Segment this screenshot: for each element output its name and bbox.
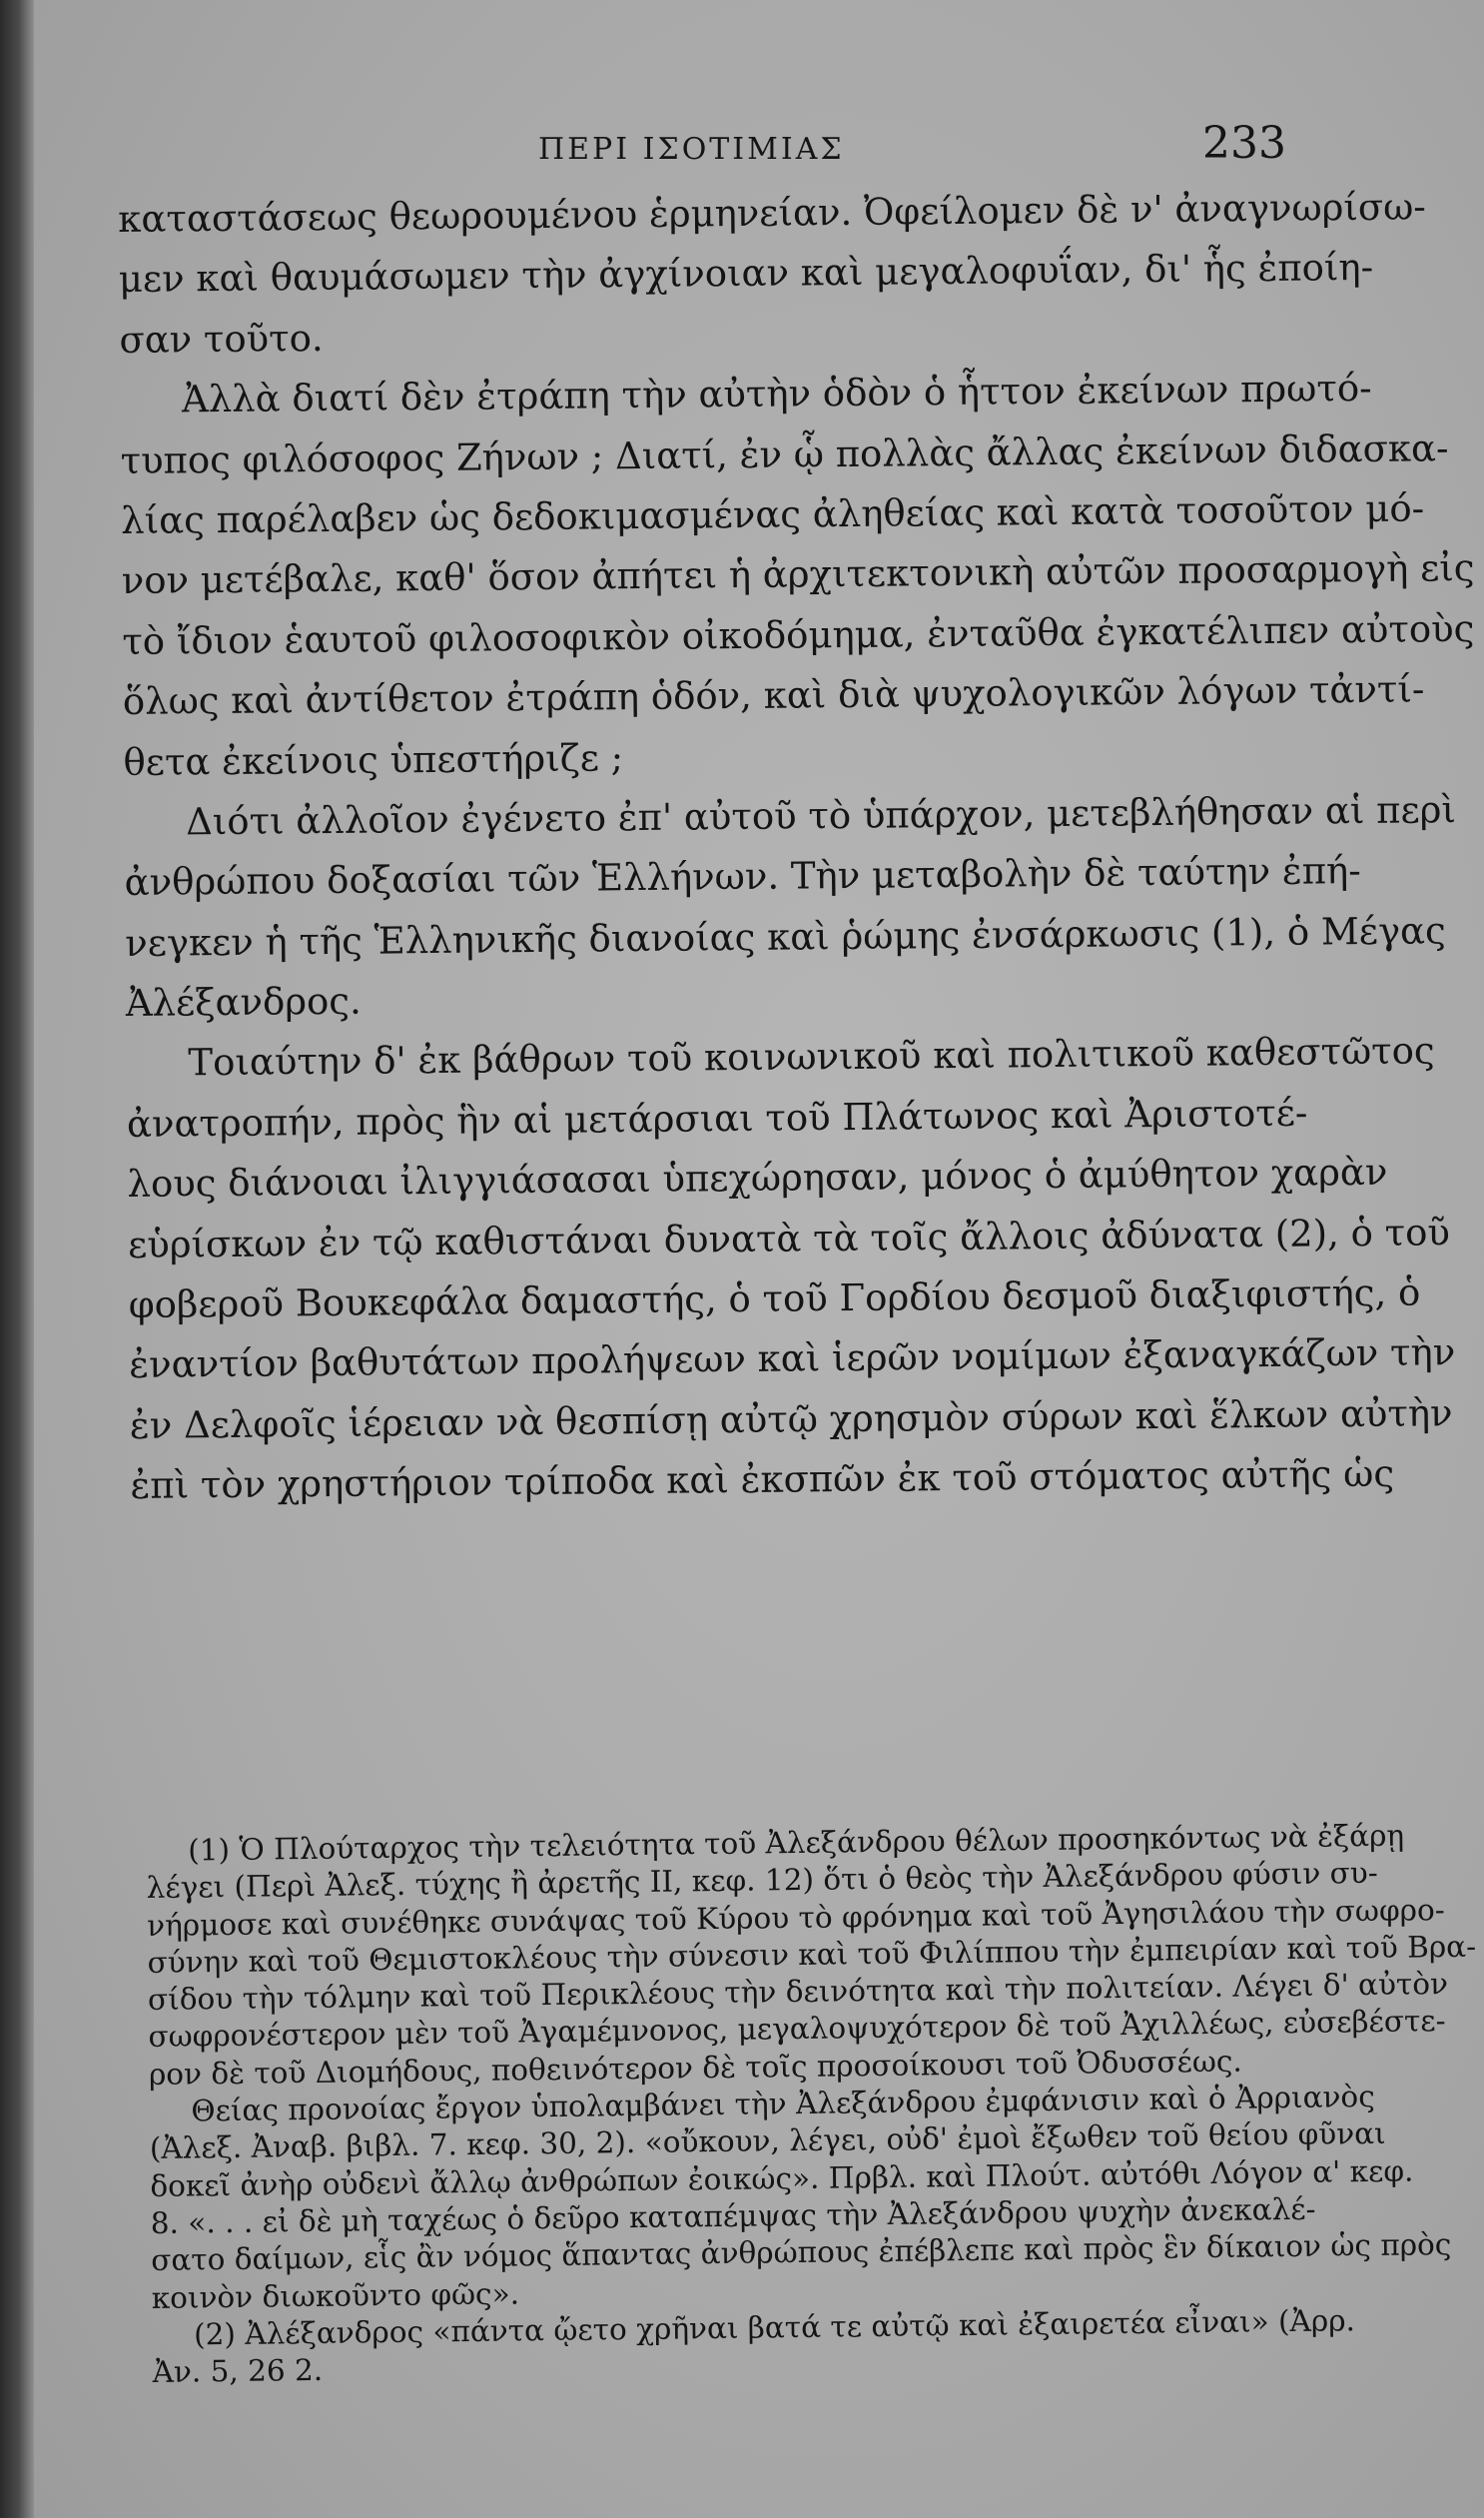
- body-line: νον μετέβαλε, καθ' ὅσον ἀπήτει ἡ ἀρχιτεκτονικὴ αὐτῶν προσαρμογὴ εἰς: [121, 546, 1475, 603]
- footnote-line: 8. «. . . εἰ δὲ μὴ ταχέως ὁ δεῦρο καταπέμψας τὴν Ἀλεξάνδρου ψυχὴν ἀνεκαλέ-: [150, 2191, 1316, 2240]
- body-line: Τοιαύτην δ' ἐκ βάθρων τοῦ κοινωνικοῦ καὶ πολιτικοῦ καθεστῶτος: [188, 1029, 1435, 1085]
- body-line: Διότι ἀλλοῖον ἐγένετο ἐπ' αὐτοῦ τὸ ὑπάρχον, μετεβλήθησαν αἱ περὶ: [185, 788, 1457, 844]
- body-line: ἐναντίον βαθυτάτων προλήψεων καὶ ἱερῶν νομίμων ἐξαναγκάζων τὴν: [129, 1330, 1456, 1387]
- body-line: ἀνατροπήν, πρὸς ἣν αἱ μετάρσιαι τοῦ Πλάτωνος καὶ Ἀριστοτέ-: [126, 1091, 1308, 1146]
- body-line: ἐπὶ τὸν χρηστήριον τρίποδα καὶ ἐκσπῶν ἐκ τοῦ στόματος αὐτῆς ὡς: [130, 1451, 1395, 1508]
- book-page: [34, 0, 1484, 2518]
- body-line: ἀνθρώπου δοξασίαι τῶν Ἑλλήνων. Τὴν μεταβολὴν δὲ ταύτην ἐπή-: [124, 849, 1361, 905]
- body-line: Ἀλέξανδρος.: [125, 979, 362, 1026]
- body-line: ὅλως καὶ ἀντίθετον ἐτράπη ὁδόν, καὶ διὰ ψυχολογικῶν λόγων τἀντί-: [122, 667, 1425, 724]
- footnote-line: Θείας προνοίας ἔργον ὑπολαμβάνει τὴν Ἀλεξάνδρου ἐμφάνισιν καὶ ὁ Ἀρριανὸς: [191, 2080, 1375, 2128]
- body-line: τυπος φιλόσοφος Ζήνων ; Διατί, ἐν ᾧ πολλὰς ἄλλας ἐκείνων διδασκα-: [120, 425, 1449, 482]
- body-line: σαν τοῦτο.: [119, 316, 324, 362]
- footnote-line: σύνην καὶ τοῦ Θεμιστοκλέους τὴν σύνεσιν καὶ τοῦ Φιλίππου τὴν ἐμπειρίαν καὶ τοῦ Βρα-: [147, 1929, 1477, 1980]
- body-line: εὑρίσκων ἐν τῷ καθιστάναι δυνατὰ τὰ τοῖς ἄλλοις ἀδύνατα (2), ὁ τοῦ: [127, 1210, 1451, 1266]
- body-line: ἐν Δελφοῖς ἱέρειαν νὰ θεσπίσῃ αὐτῷ χρησμὸν σύρων καὶ ἕλκων αὐτὴν: [129, 1391, 1453, 1447]
- footnote-line: δοκεῖ ἀνὴρ οὐδενὶ ἄλλῳ ἀνθρώπων ἐοικώς». Πρβλ. καὶ Πλούτ. αὐτόθι Λόγον α' κεφ.: [150, 2153, 1414, 2203]
- footnote-line: Ἀν. 5, 26 2.: [152, 2353, 324, 2390]
- footnote-line: (2) Ἀλέξανδρος «πάντα ᾤετο χρῆναι βατά τε αὐτῷ καὶ ἐξαιρετέα εἶναι» (Ἀρρ.: [193, 2303, 1356, 2352]
- footnote-line: λέγει (Περὶ Ἀλεξ. τύχης ἢ ἀρετῆς ΙΙ, κεφ. 12) ὅτι ὁ θεὸς τὴν Ἀλεξάνδρου φύσιν συ-: [146, 1856, 1378, 1906]
- body-line: λους διάνοιαι ἰλιγγιάσασαι ὑπεχώρησαν, μόνος ὁ ἀμύθητον χαρὰν: [127, 1151, 1388, 1207]
- page-header: [34, 118, 1484, 188]
- body-line: νεγκεν ἡ τῆς Ἑλληνικῆς διανοίας καὶ ῥώμης ἐνσάρκωσις (1), ὁ Μέγας: [125, 908, 1446, 965]
- body-line: καταστάσεως θεωρουμένου ἑρμηνείαν. Ὀφείλομεν δὲ ν' ἀναγνωρίσω-: [118, 185, 1427, 241]
- body-line: μεν καὶ θαυμάσωμεν τὴν ἀγχίνοιαν καὶ μεγαλοφυΐαν, δι' ἧς ἐποίη-: [118, 246, 1374, 302]
- body-line: τὸ ἴδιον ἑαυτοῦ φιλοσοφικὸν οἰκοδόμημα, ἐνταῦθα ἐγκατέλιπεν αὐτοὺς: [122, 606, 1475, 663]
- footnotes: [146, 1818, 1477, 2391]
- body-line: θετα ἐκείνοις ὑπεστήριζε ;: [123, 735, 624, 784]
- footnote-line: σατο δαίμων, εἷς ἂν νόμος ἅπαντας ἀνθρώπους ἐπέβλεπε καὶ πρὸς ἓν δίκαιον ὡς πρὸς: [151, 2227, 1452, 2278]
- scan-binding-edge: [0, 0, 34, 2518]
- footnote-line: σίδου τὴν τόλμην καὶ τοῦ Περικλέους τὴν δεινότητα καὶ τὴν πολιτείαν. Λέγει δ' αὐτὸν: [147, 1967, 1449, 2018]
- footnote-line: κοινὸν διωκοῦντο φῶς».: [151, 2276, 520, 2315]
- footnote-line: ρον δὲ τοῦ Διομήδους, ποθεινότερον δὲ τοῖς προσοίκουσι τοῦ Ὀδυσσέως.: [148, 2044, 1243, 2092]
- body-line: φοβεροῦ Βουκεφάλα δαμαστής, ὁ τοῦ Γορδίου δεσμοῦ διαξιφιστής, ὁ: [128, 1270, 1421, 1326]
- footnote-line: (Ἀλεξ. Ἀναβ. βιβλ. 7. κεφ. 30, 2). «οὔκουν, λέγει, οὐδ' ἐμοὶ ἔξωθεν τοῦ θείου φῦναι: [149, 2116, 1386, 2166]
- body-text: [118, 178, 1475, 1516]
- footnote-line: (1) Ὁ Πλούταρχος τὴν τελειότητα τοῦ Ἀλεξάνδρου θέλων προσηκόντως νὰ ἐξάρῃ: [188, 1818, 1405, 1868]
- footnote-line: νήρμοσε καὶ συνέθηκε συνάψας τοῦ Κύρου τὸ φρόνημα καὶ τοῦ Ἀγησιλάου τὴν σωφρο-: [146, 1892, 1445, 1943]
- body-line: Ἀλλὰ διατί δὲν ἐτράπη τὴν αὐτὴν ὁδὸν ὁ ἧττον ἐκείνων πρωτό-: [181, 367, 1372, 421]
- body-line: λίας παρέλαβεν ὡς δεδοκιμασμένας ἀληθείας καὶ κατὰ τοσοῦτον μό-: [120, 486, 1425, 542]
- running-title: ΠΕΡΙ ΙΣΟΤΙΜΙΑΣ: [538, 132, 845, 167]
- footnote-line: σωφρονέστερον μὲν τοῦ Ἀγαμέμνονος, μεγαλοψυχότερον δὲ τοῦ Ἀχιλλέως, εὐσεβέστε-: [148, 2004, 1446, 2055]
- page-number: 233: [1202, 118, 1286, 169]
